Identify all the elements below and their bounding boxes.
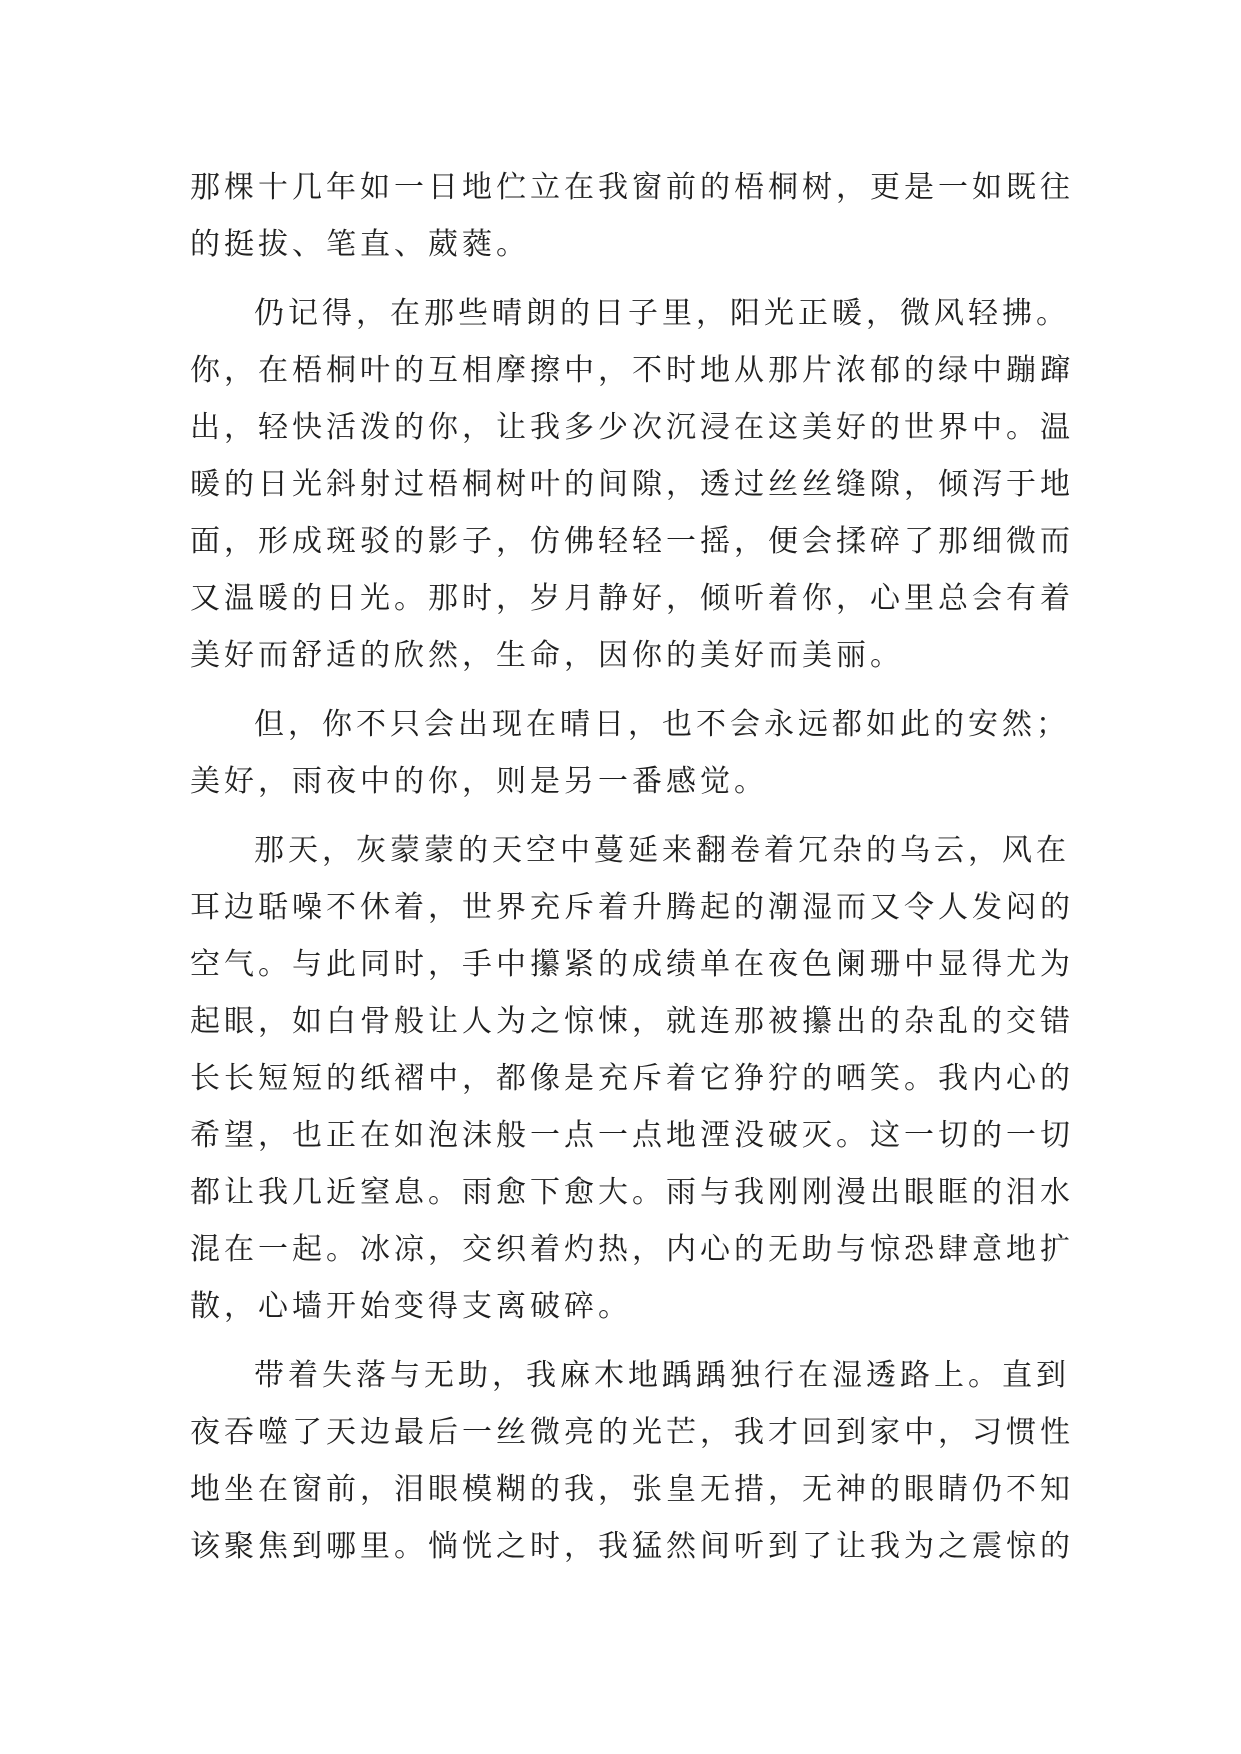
paragraph-start-line: 仍记得，在那些晴朗的日子里，阳光正暖，微风轻拂。	[254, 296, 1070, 331]
text-line: 的挺拔、笔直、葳蕤。	[190, 227, 530, 262]
text-line: 你，在梧桐叶的互相摩擦中，不时地从那片浓郁的绿中蹦蹿	[190, 353, 1074, 388]
text-line: 暖的日光斜射过梧桐树叶的间隙，透过丝丝缝隙，倾泻于地	[190, 467, 1074, 502]
text-line: 面，形成斑驳的影子，仿佛轻轻一摇，便会揉碎了那细微而	[190, 524, 1074, 559]
text-line: 又温暖的日光。那时，岁月静好，倾听着你，心里总会有着	[190, 581, 1074, 616]
text-line: 都让我几近窒息。雨愈下愈大。雨与我刚刚漫出眼眶的泪水	[190, 1175, 1074, 1210]
text-line: 美好，雨夜中的你，则是另一番感觉。	[190, 764, 768, 799]
text-line: 耳边聒噪不休着，世界充斥着升腾起的潮湿而又令人发闷的	[190, 890, 1074, 925]
text-line: 出，轻快活泼的你，让我多少次沉浸在这美好的世界中。温	[190, 410, 1074, 445]
text-line: 空气。与此同时，手中攥紧的成绩单在夜色阑珊中显得尤为	[190, 947, 1074, 982]
text-line: 散，心墙开始变得支离破碎。	[190, 1289, 632, 1324]
text-line: 美好而舒适的欣然，生命，因你的美好而美丽。	[190, 638, 904, 673]
essay-body	[190, 159, 1074, 1575]
text-line: 起眼，如白骨般让人为之惊悚，就连那被攥出的杂乱的交错	[190, 1004, 1074, 1039]
text-line: 那棵十几年如一日地伫立在我窗前的梧桐树，更是一如既往	[190, 170, 1074, 205]
text-line: 混在一起。冰凉，交织着灼热，内心的无助与惊恐肆意地扩	[190, 1232, 1074, 1267]
text-line: 长长短短的纸褶中，都像是充斥着它狰狞的哂笑。我内心的	[190, 1061, 1074, 1096]
text-line: 该聚焦到哪里。惝恍之时，我猛然间听到了让我为之震惊的	[190, 1529, 1074, 1564]
paragraph-start-line: 那天，灰蒙蒙的天空中蔓延来翻卷着冗杂的乌云，风在	[254, 833, 1070, 868]
text-line: 希望，也正在如泡沫般一点一点地湮没破灭。这一切的一切	[190, 1118, 1074, 1153]
text-line: 夜吞噬了天边最后一丝微亮的光芒，我才回到家中，习惯性	[190, 1415, 1074, 1450]
paragraph-start-line: 带着失落与无助，我麻木地踽踽独行在湿透路上。直到	[254, 1358, 1070, 1393]
text-line: 地坐在窗前，泪眼模糊的我，张皇无措，无神的眼睛仍不知	[190, 1472, 1074, 1507]
paragraph-start-line: 但，你不只会出现在晴日，也不会永远都如此的安然；	[254, 707, 1070, 742]
